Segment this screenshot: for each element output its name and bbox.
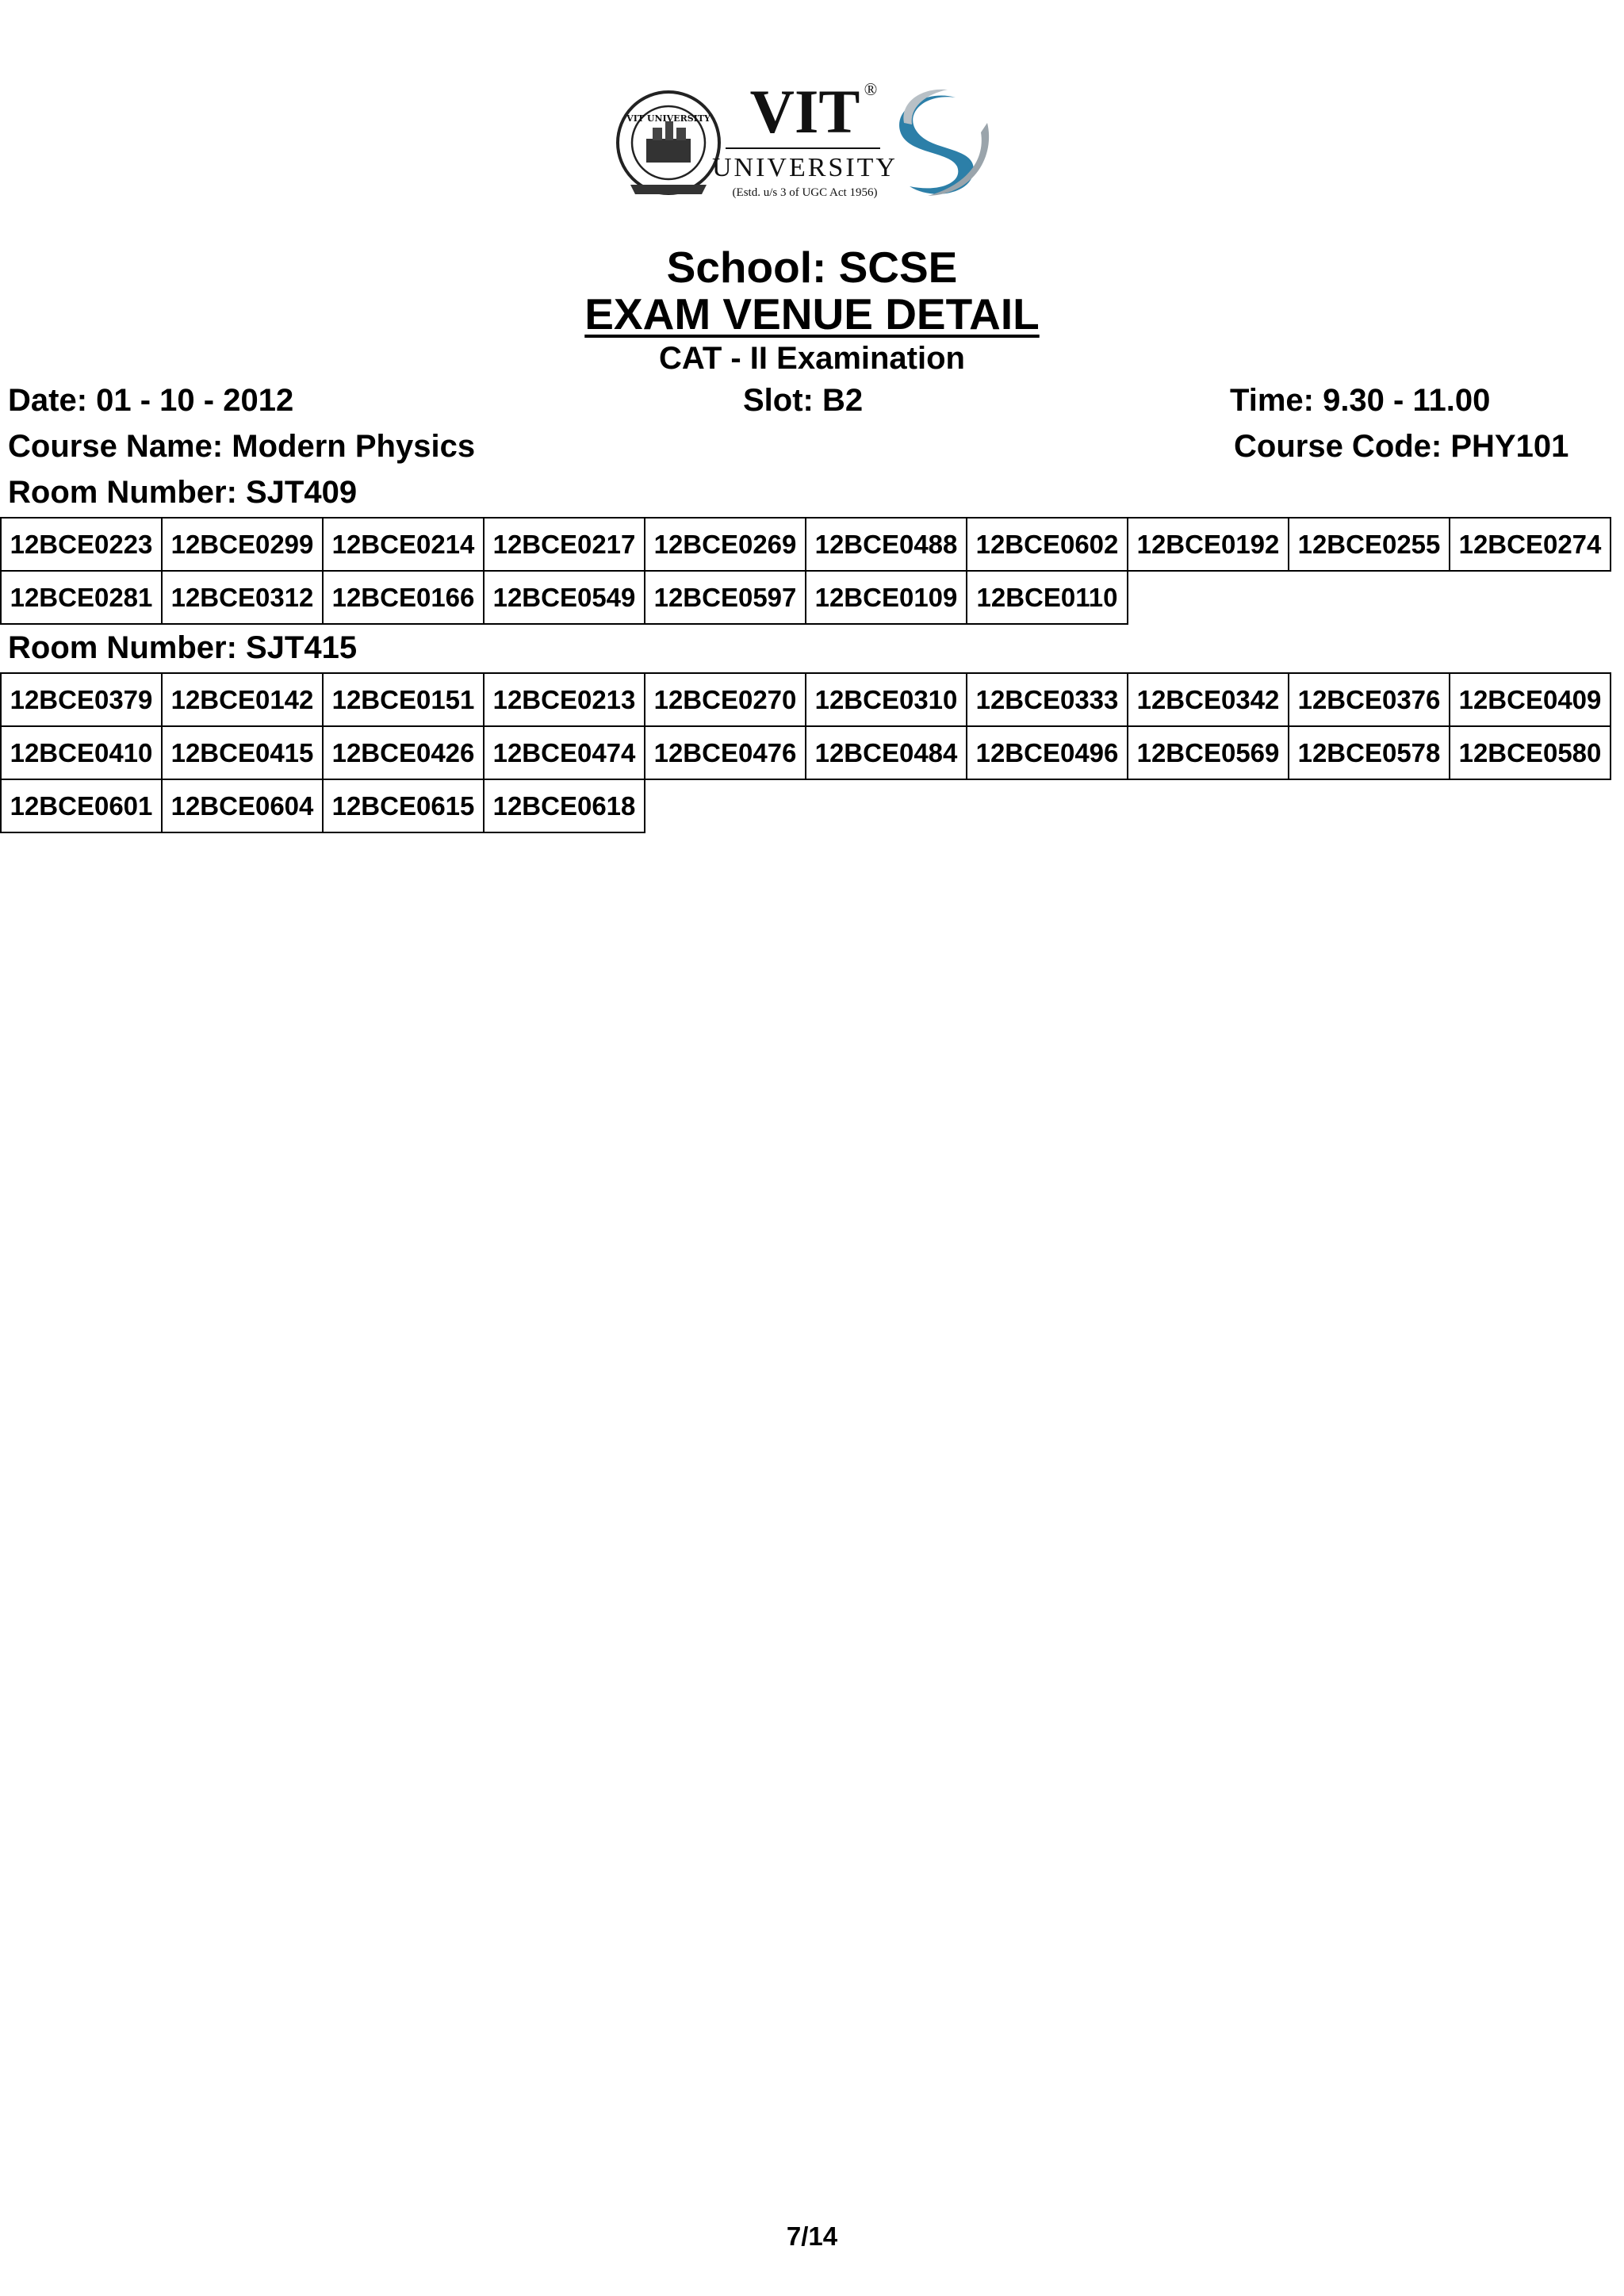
- table-row: [1, 673, 1611, 726]
- registration-number-cell: 12BCE0496: [967, 726, 1128, 779]
- registration-number-cell: 12BCE0312: [162, 571, 323, 624]
- empty-cell: [645, 779, 806, 832]
- empty-cell: [1450, 779, 1611, 832]
- registration-number-cell: 12BCE0601: [1, 779, 162, 832]
- swoosh-emblem-icon: [899, 90, 989, 196]
- registration-number-cell: 12BCE0580: [1450, 726, 1611, 779]
- exam-slot: Slot: B2: [743, 383, 864, 418]
- registration-number-cell: 12BCE0415: [162, 726, 323, 779]
- empty-cell: [967, 779, 1128, 832]
- room-heading: Room Number: SJT409: [8, 475, 358, 510]
- university-seal-icon: [618, 92, 719, 194]
- registration-number-cell: 12BCE0151: [323, 673, 484, 726]
- registration-number-cell: 12BCE0192: [1128, 518, 1289, 571]
- document-title-text: EXAM VENUE DETAIL: [584, 289, 1040, 339]
- registration-number-cell: 12BCE0379: [1, 673, 162, 726]
- empty-cell: [806, 779, 967, 832]
- registration-number-cell: 12BCE0109: [806, 571, 967, 624]
- empty-cell: [1128, 779, 1289, 832]
- registration-number-cell: 12BCE0281: [1, 571, 162, 624]
- registration-number-cell: 12BCE0213: [484, 673, 645, 726]
- room-sjt415-table: [0, 672, 1611, 833]
- table-row: [1, 726, 1611, 779]
- logo-subtitle: UNIVERSITY: [712, 153, 898, 182]
- registration-number-cell: 12BCE0214: [323, 518, 484, 571]
- registration-number-cell: 12BCE0604: [162, 779, 323, 832]
- logo-established: (Estd. u/s 3 of UGC Act 1956): [732, 186, 878, 199]
- registration-number-cell: 12BCE0578: [1289, 726, 1450, 779]
- registration-number-cell: 12BCE0602: [967, 518, 1128, 571]
- school-heading: School: SCSE: [666, 243, 958, 292]
- seal-label: VIT UNIVERSITY: [626, 113, 710, 124]
- table-row: [1, 518, 1611, 571]
- room-heading: Room Number: SJT415: [8, 630, 358, 665]
- registration-number-cell: 12BCE0223: [1, 518, 162, 571]
- exam-name: CAT - II Examination: [659, 341, 965, 376]
- document-title: [0, 287, 1624, 341]
- table-row: [1, 779, 1611, 832]
- registration-number-cell: 12BCE0269: [645, 518, 806, 571]
- table-row: [1, 571, 1611, 624]
- room-sjt409-table: [0, 517, 1611, 625]
- registration-number-cell: 12BCE0410: [1, 726, 162, 779]
- registration-number-cell: 12BCE0274: [1450, 518, 1611, 571]
- registration-number-cell: 12BCE0255: [1289, 518, 1450, 571]
- registration-number-cell: 12BCE0166: [323, 571, 484, 624]
- registration-number-cell: 12BCE0409: [1450, 673, 1611, 726]
- page-number: 7/14: [786, 2221, 838, 2251]
- registration-number-cell: 12BCE0618: [484, 779, 645, 832]
- course-name: Course Name: Modern Physics: [8, 429, 476, 464]
- registration-number-cell: 12BCE0549: [484, 571, 645, 624]
- empty-cell: [1289, 571, 1450, 624]
- registration-number-cell: 12BCE0110: [967, 571, 1128, 624]
- registration-number-cell: 12BCE0217: [484, 518, 645, 571]
- registration-number-cell: 12BCE0310: [806, 673, 967, 726]
- registration-number-cell: 12BCE0484: [806, 726, 967, 779]
- registration-number-cell: 12BCE0142: [162, 673, 323, 726]
- registration-number-cell: 12BCE0476: [645, 726, 806, 779]
- registration-number-cell: 12BCE0342: [1128, 673, 1289, 726]
- registration-number-cell: 12BCE0376: [1289, 673, 1450, 726]
- exam-date: Date: 01 - 10 - 2012: [8, 383, 294, 418]
- registration-number-cell: 12BCE0615: [323, 779, 484, 832]
- registration-number-cell: 12BCE0569: [1128, 726, 1289, 779]
- registration-number-cell: 12BCE0597: [645, 571, 806, 624]
- empty-cell: [1450, 571, 1611, 624]
- vit-university-logo: [615, 75, 1003, 206]
- exam-time: Time: 9.30 - 11.00: [1230, 383, 1491, 418]
- registration-number-cell: 12BCE0299: [162, 518, 323, 571]
- logo-wordmark: VIT: [749, 77, 860, 146]
- registration-number-cell: 12BCE0426: [323, 726, 484, 779]
- registration-number-cell: 12BCE0270: [645, 673, 806, 726]
- registered-mark: ®: [864, 79, 878, 99]
- registration-number-cell: 12BCE0474: [484, 726, 645, 779]
- registration-number-cell: 12BCE0488: [806, 518, 967, 571]
- empty-cell: [1128, 571, 1289, 624]
- empty-cell: [1289, 779, 1450, 832]
- course-code: Course Code: PHY101: [1234, 429, 1569, 464]
- registration-number-cell: 12BCE0333: [967, 673, 1128, 726]
